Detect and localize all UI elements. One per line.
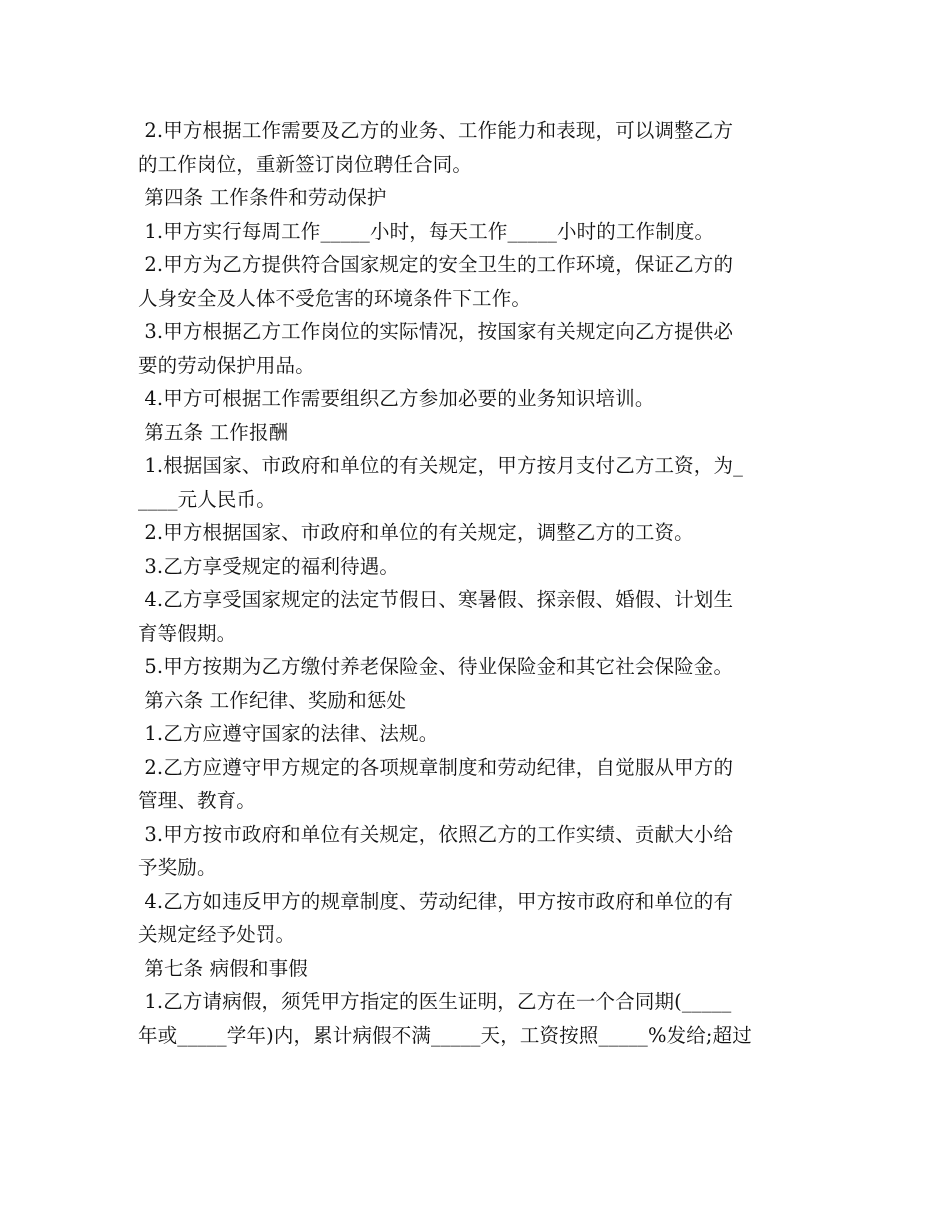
text-line: 3.甲方根据乙方工作岗位的实际情况，按国家有关规定向乙方提供必 <box>138 320 734 343</box>
text-line: 1.甲方实行每周工作_____小时，每天工作_____小时的工作制度。 <box>138 219 715 243</box>
text-line: 2.甲方为乙方提供符合国家规定的安全卫生的工作环境，保证乙方的 <box>138 253 734 276</box>
text-line: 3.甲方按市政府和单位有关规定，依照乙方的工作实绩、贡献大小给 <box>138 822 734 846</box>
text-line: 1.乙方应遵守国家的法律、法规。 <box>138 722 439 745</box>
text-line: 管理、教育。 <box>138 789 256 812</box>
text-line: 育等假期。 <box>138 621 237 645</box>
text-line: 5.甲方按期为乙方缴付养老保险金、待业保险金和其它社会保险金。 <box>138 655 734 678</box>
text-line: 3.乙方享受规定的福利待遇。 <box>138 554 400 578</box>
text-line: 年或_____学年)内，累计病假不满_____天，工资按照_____%发给;超过 <box>138 1023 752 1047</box>
text-line: 2.乙方应遵守甲方规定的各项规章制度和劳动纪律，自觉服从甲方的 <box>138 755 734 779</box>
text-line: 要的劳动保护用品。 <box>138 353 315 377</box>
text-line: 的工作岗位，重新签订岗位聘任合同。 <box>138 152 473 176</box>
text-line: ____元人民币。 <box>138 487 276 511</box>
text-line: 予奖励。 <box>138 856 217 879</box>
section-heading: 第五条 工作报酬 <box>138 420 289 444</box>
section-heading: 第七条 病假和事假 <box>138 956 308 980</box>
text-line: 2.甲方根据国家、市政府和单位的有关规定，调整乙方的工资。 <box>138 521 694 544</box>
text-line: 2.甲方根据工作需要及乙方的业务、工作能力和表现，可以调整乙方 <box>138 119 734 142</box>
text-line: 人身安全及人体不受危害的环境条件下工作。 <box>138 286 532 310</box>
section-heading: 第六条 工作纪律、奖励和惩处 <box>138 688 407 712</box>
text-line: 4.乙方享受国家规定的法定节假日、寒暑假、探亲假、婚假、计划生 <box>138 588 734 611</box>
document-body <box>138 114 814 1052</box>
section-heading: 第四条 工作条件和劳动保护 <box>138 186 387 209</box>
text-line: 4.甲方可根据工作需要组织乙方参加必要的业务知识培训。 <box>138 387 655 410</box>
text-line: 1.根据国家、市政府和单位的有关规定，甲方按月支付乙方工资，为_ <box>138 454 744 477</box>
text-line: 1.乙方请病假，须凭甲方指定的医生证明，乙方在一个合同期(_____ <box>138 990 732 1013</box>
text-line: 关规定经予处罚。 <box>138 923 296 946</box>
text-line: 4.乙方如违反甲方的规章制度、劳动纪律，甲方按市政府和单位的有 <box>138 889 734 913</box>
